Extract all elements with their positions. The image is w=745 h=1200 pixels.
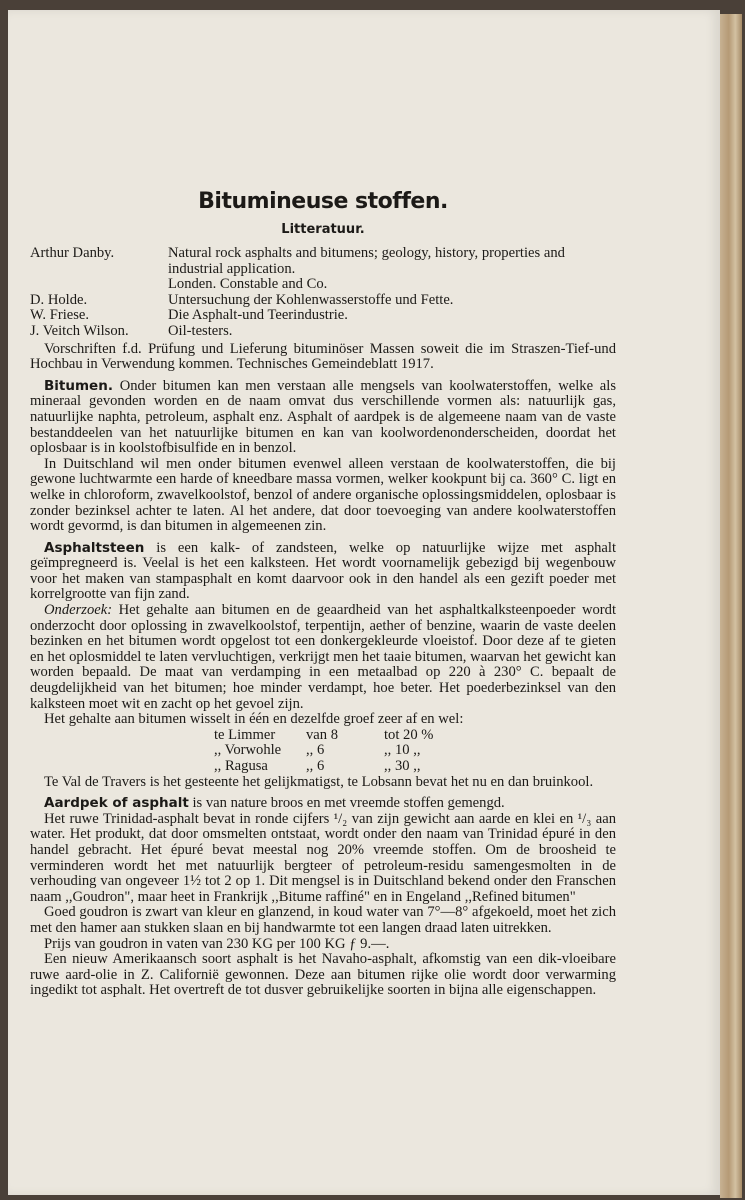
onderzoek-paragraph <box>30 603 616 712</box>
reference-item <box>30 246 616 277</box>
reference-author: D. Holde. <box>30 291 88 308</box>
reference-title: Die Asphalt-und Teerindustrie. <box>168 307 348 324</box>
range-from: van 8 <box>306 726 339 743</box>
val-de-travers-paragraph: Te Val de Travers is het gesteente het gelijkmatigst, te Lobsann bevat het nu en dan bruinkool. <box>44 773 594 790</box>
range-place: ,, Ragusa <box>214 758 268 774</box>
reference-item <box>30 277 616 293</box>
range-to: tot 20 % <box>384 726 434 743</box>
range-place: te Limmer <box>214 726 276 743</box>
bitumen-text: Onder bitumen kan men verstaan alle mengsels van koolwaterstoffen, welke als mineraal gevonden worden en de naam omvat dus verschillende vormen als: natuurlijk gas, natuurlijke naphta, petroleum, asphalt enz. Asphalt of aardpek is de algemeene naam van de vaste bestanddeelen van het natuurlijke bitumen en kan van koolwordenonderscheiden, doordat het oplosbaar is in koolstofbisulfide en in benzol. <box>30 377 616 457</box>
asphaltsteen-lead: Asphaltsteen <box>44 539 145 556</box>
range-row <box>30 728 616 744</box>
bitumen-paragraph <box>30 379 616 457</box>
onderzoek-text: Het gehalte aan bitumen en de geaardheid van het asphaltkalksteenpoeder wordt onderzocht door oplossing in zwavelkoolstof, terpentijn, aether of benzine, waarin de vaste deelen bezinken en het bitumen wordt opgelost tot een donkergekleurde vloeistof. Door deze af te gieten en het oplosmiddel te laten vervluchtigen, verkrijgt men het taaie bitumen, waarvan het gewicht kan worden bepaald. De maat van verdamping in een metaalbad op 220 à 230° C. bepaalt de deugdelijkheid van het bitumen; hoe minder verdampt, hoe beter. Het poederbezinksel van den kalksteen moet wit en zacht op het gevoel zijn. <box>30 602 616 712</box>
asphaltsteen-paragraph <box>30 541 616 603</box>
literature-heading: Litteratuur. <box>281 222 365 237</box>
page-edge <box>720 14 742 1198</box>
onderzoek-label: Onderzoek: <box>44 602 113 619</box>
reference-item <box>30 293 616 309</box>
reference-title: Untersuchung der Kohlenwasserstoffe und Fette. <box>168 291 454 308</box>
goudron-paragraph: Goed goudron is zwart van kleur en glanzend, in koud water van 7°—8° afgekoeld, moet het zich met den hamer aan stukken slaan en bij handwarmte tot een langen draad laten uitrekken. <box>30 904 616 936</box>
range-place: ,, Vorwohle <box>214 742 282 759</box>
aardpek-paragraph <box>30 796 616 812</box>
range-row <box>30 759 616 775</box>
reference-item <box>30 324 616 340</box>
navaho-paragraph: Een nieuw Amerikaansch soort asphalt is het Navaho-asphalt, afkomstig van een dik-vloeibare ruwe aard-olie in Z. Californië gewonnen. Deze aan bitumen rijke olie wordt door verwarming ingedikt tot asphalt. Het overtreft de tot dusver gebruikelijke soorten in bijna alle eigenschappen. <box>30 951 616 999</box>
range-from: ,, 6 <box>306 758 325 774</box>
reference-title: Natural rock asphalts and bitumens; geology, history, properties and industrial application. <box>168 245 565 277</box>
reference-list <box>30 246 616 340</box>
range-to: ,, 10 ,, <box>384 742 421 759</box>
range-from: ,, 6 <box>306 742 325 759</box>
page-content <box>30 188 616 999</box>
price-paragraph: Prijs van goudron in vaten van 230 KG per 100 KG ƒ 9.—. <box>44 935 390 952</box>
asphaltsteen-text: is een kalk- of zandsteen, welke op natuurlijke wijze met asphalt geïmpregneerd is. Veelal is het een kalksteen. Het wordt voornamelijk gebezigd bij wegenbouw voor het maken van stampasphalt en komt daarvoor ook in den handel als een gezift poeder met korrelgrootte van fijn zand. <box>30 539 617 603</box>
gehalte-paragraph: Het gehalte aan bitumen wisselt in één en dezelfde groef zeer af en wel: <box>44 711 464 728</box>
reference-title: Londen. Constable and Co. <box>168 276 328 293</box>
range-to: ,, 30 ,, <box>384 758 421 774</box>
page-heading: Bitumineuse stoffen. <box>198 189 448 214</box>
aardpek-lead: Aardpek of asphalt <box>44 795 189 812</box>
reference-title: Oil-testers. <box>168 322 233 339</box>
bitumen-lead: Bitumen. <box>44 377 113 394</box>
reference-author: J. Veitch Wilson. <box>30 322 129 339</box>
bitumen-germany-paragraph: In Duitschland wil men onder bitumen evenwel alleen verstaan de koolwaterstoffen, die bij gewone luchtwarmte een harde of kneedbare massa vormen, welker kookpunt bij ca. 360° C. ligt en welke in chloroform, zwavelkoolstof, benzol of andere organische oplossingsmiddelen, oplosbaar is zonder bezinksel achter te laten. Al het andere, dat door toevoeging van andere koolwaterstoffen wordt gevormd, is dan bitumen in algemeenen zin. <box>30 455 616 535</box>
aardpek-text: is van nature broos en met vreemde stoffen gemengd. <box>192 795 505 812</box>
range-row <box>30 743 616 759</box>
vorschriften-reference: Vorschriften f.d. Prüfung und Lieferung bituminöser Massen soweit die im Straszen-Tief-und Hochbau in Verwendung kommen. Technisches Gemeindeblatt 1917. <box>30 340 616 373</box>
reference-author <box>30 277 168 293</box>
reference-item <box>30 308 616 324</box>
reference-author: Arthur Danby. <box>30 245 115 261</box>
trinidad-paragraph: Het ruwe Trinidad-asphalt bevat in ronde cijfers ¹/₂ van zijn gewicht aan aarde en klei en ¹/₃ aan water. Het produkt, dat door omsmelten ontstaat, wordt onder den naam van Trinidad épuré in den handel gebracht. Het épuré bevat meestal nog 20% vreemde stoffen. Om de broosheid te verminderen wordt het met natuurlijk bergteer of petroleum-residu samengesmolten in de verhouding van ongeveer 1½ tot 2 op 1. Dit mengsel is in Duitschland bekend onder den Franschen naam ,,Goudron", maar heet in Frankrijk ,,Bitume raffiné" en in Engeland ,,Refined bitumen" <box>30 810 616 905</box>
reference-author: W. Friese. <box>30 307 90 324</box>
